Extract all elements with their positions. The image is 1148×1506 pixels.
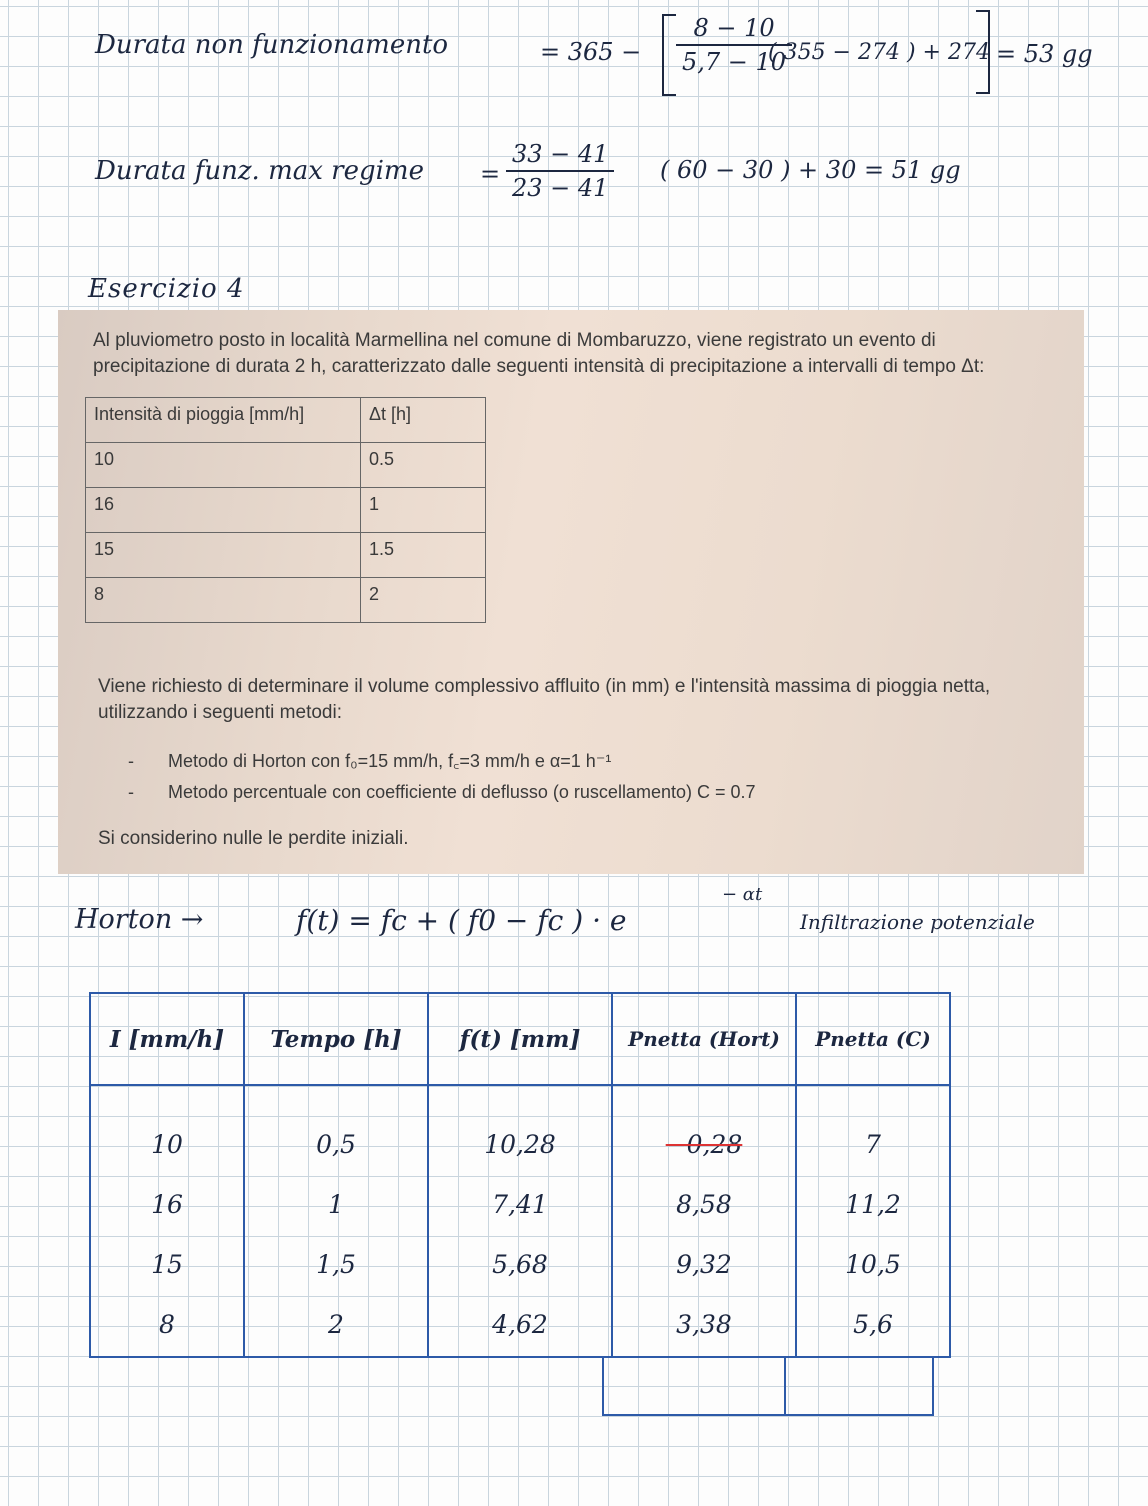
- table-cell: 7,41: [492, 1190, 548, 1219]
- table-cell: 5,68: [492, 1250, 548, 1279]
- totals-box-c: [782, 1356, 934, 1416]
- table-header: Δt [h]: [361, 398, 486, 443]
- formula1-label: Durata non funzionamento: [95, 30, 449, 60]
- table-header: I [mm/h]: [90, 993, 244, 1085]
- table-row: [86, 488, 486, 533]
- table-cell: 3,38: [676, 1310, 732, 1339]
- table-cell: 0.5: [361, 443, 486, 488]
- table-cell: 8: [159, 1310, 175, 1339]
- column-pnetta-horton: [612, 1085, 796, 1357]
- formula2-label: Durata funz. max regime: [95, 156, 424, 186]
- table-cell: 4,62: [492, 1310, 548, 1339]
- table-cell: 2: [328, 1310, 344, 1339]
- exercise-title: Esercizio 4: [88, 274, 245, 304]
- table-cell: 8: [86, 578, 361, 623]
- exercise-note: Si considerino nulle le perdite iniziali.: [98, 828, 409, 849]
- formula2-eq: =: [480, 160, 501, 188]
- column-time: [244, 1085, 428, 1357]
- formula2-fraction: [506, 140, 614, 202]
- table-header: Tempo [h]: [244, 993, 428, 1085]
- table-header: f(t) [mm]: [428, 993, 612, 1085]
- horton-exponent: − αt: [722, 884, 763, 905]
- totals-box-horton: [602, 1356, 786, 1416]
- table-cell: 1: [328, 1190, 344, 1219]
- horton-lhs: Horton →: [75, 904, 204, 935]
- table-cell: 1,5: [316, 1250, 356, 1279]
- column-intensity: [90, 1085, 244, 1357]
- table-header-row: [90, 993, 950, 1085]
- table-cell: 8,58: [676, 1190, 732, 1219]
- formula1-rest: ( 355 − 274 ) + 274: [768, 40, 990, 65]
- table-row: [86, 443, 486, 488]
- table-cell: 7: [865, 1130, 881, 1159]
- table-cell: 11,2: [845, 1190, 901, 1219]
- table-cell: −0,28: [665, 1130, 743, 1159]
- table-cell: 10,28: [484, 1130, 556, 1159]
- rain-intensity-table: [85, 397, 486, 623]
- horton-label: Infiltrazione potenziale: [800, 910, 1035, 934]
- table-cell: 10,5: [845, 1250, 901, 1279]
- column-pnetta-c: [796, 1085, 950, 1357]
- formula1-denominator: 5,7 − 10: [682, 48, 787, 76]
- formula2-numerator: 33 − 41: [512, 140, 609, 168]
- table-cell: 15: [86, 533, 361, 578]
- table-header: Pnetta (Hort): [612, 993, 796, 1085]
- table-cell: 10: [86, 443, 361, 488]
- formula1-eq: = 365 −: [540, 38, 642, 66]
- list-item: - Metodo percentuale con coefficiente di deflusso (o ruscellamento) C = 0.7: [128, 782, 756, 802]
- table-cell: 1: [361, 488, 486, 533]
- formula1-numerator: 8 − 10: [693, 14, 775, 42]
- table-header: Intensità di pioggia [mm/h]: [86, 398, 361, 443]
- table-cell: 0,5: [316, 1130, 356, 1159]
- horton-formula: f(t) = fc + ( f0 − fc ) · e: [296, 904, 627, 937]
- table-cell: 1.5: [361, 533, 486, 578]
- table-cell: 15: [151, 1250, 183, 1279]
- formula2-rest: ( 60 − 30 ) + 30 = 51 gg: [660, 156, 961, 184]
- column-infiltration: [428, 1085, 612, 1357]
- table-header: Pnetta (C): [796, 993, 950, 1085]
- bracket-left: [662, 14, 676, 96]
- results-table: [89, 992, 951, 1358]
- table-cell: 9,32: [676, 1250, 732, 1279]
- table-body: [90, 1085, 950, 1357]
- exercise-photo: [58, 310, 1084, 874]
- table-row: [86, 533, 486, 578]
- list-item: - Metodo di Horton con f₀=15 mm/h, f꜀=3 mm/h e α=1 h⁻¹: [128, 751, 612, 771]
- table-cell: 2: [361, 578, 486, 623]
- table-cell: 16: [151, 1190, 183, 1219]
- bracket-right: [976, 10, 990, 94]
- table-cell: 5,6: [853, 1310, 893, 1339]
- table-header-row: [86, 398, 486, 443]
- exercise-intro: Al pluviometro posto in località Marmellina nel comune di Mombaruzzo, viene registrato un evento di precipitazione di durata 2 h, caratterizzato dalle seguenti intensità di precipitazione a intervalli di tempo Δt:: [93, 330, 985, 377]
- table-cell: 10: [151, 1130, 183, 1159]
- table-row: [86, 578, 486, 623]
- formula1-result: = 53 gg: [996, 40, 1093, 68]
- method-list: [128, 746, 756, 808]
- exercise-request: Viene richiesto di determinare il volume complessivo affluito (in mm) e l'intensità massima di pioggia netta, utilizzando i seguenti metodi:: [98, 676, 991, 723]
- formula2-denominator: 23 − 41: [512, 174, 609, 202]
- table-cell: 16: [86, 488, 361, 533]
